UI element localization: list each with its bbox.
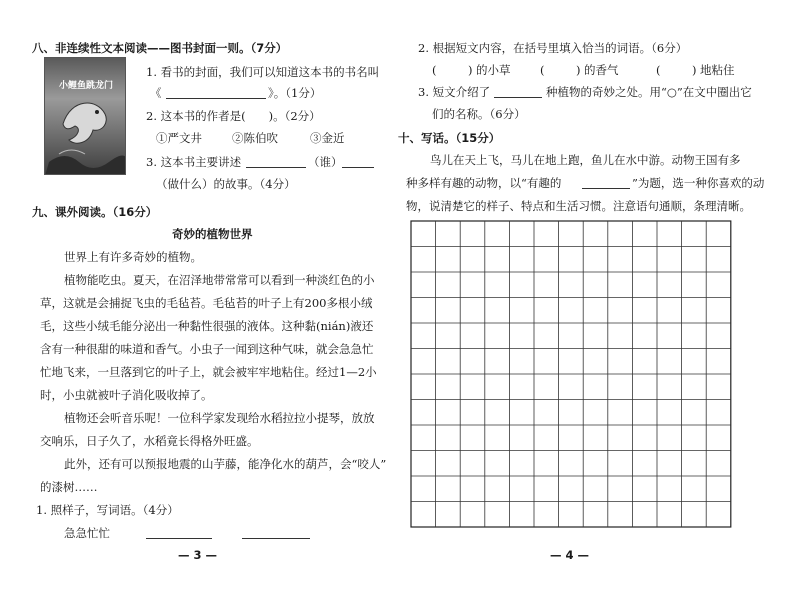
paren-close: )	[468, 63, 473, 77]
writing-prompt-line-2a: 种多样有趣的动物，以“有趣的	[406, 176, 562, 190]
writing-prompt-line-3: 物，说清楚它的样子、特点和生活习惯。注意语句通顺，条理清晰。	[406, 199, 751, 213]
page-number-left: — 3 —	[178, 548, 218, 562]
book-title-close-bracket: 》。（1分）	[268, 86, 322, 100]
page-number-right: — 4 —	[550, 548, 590, 562]
paren-open: (	[540, 63, 545, 77]
book-cover-title: 小鲤鱼跳龙门	[58, 81, 113, 91]
article-p2-line: 忙地飞来，一旦落到它的叶子上，就会被牢牢地粘住。经过1—2小	[40, 365, 377, 379]
article-title: 奇妙的植物世界	[172, 227, 253, 241]
book-title-open-bracket: 《	[150, 86, 162, 100]
question-9-1: 1. 照样子，写词语。（4分）	[36, 503, 179, 517]
who-answer-blank[interactable]	[246, 167, 306, 168]
what-answer-blank[interactable]	[342, 167, 374, 168]
plant-count-blank[interactable]	[494, 97, 542, 98]
article-p2-line: 时，小虫就被叶子消化吸收掉了。	[40, 388, 213, 402]
option-3[interactable]: ③金近	[310, 131, 345, 145]
fill-item-3: 地粘住	[700, 63, 735, 77]
writing-grid[interactable]	[410, 220, 734, 532]
article-p2-line: 草，这就是会捕捉飞虫的毛毡苔。毛毡苔的叶子上有200多根小绒	[40, 296, 373, 310]
article-p3-line: 植物还会听音乐呢！一位科学家发现给水稻拉拉小提琴，放放	[64, 411, 375, 425]
example-word: 急急忙忙	[64, 526, 110, 540]
article-p4-line: 的漆树……	[40, 480, 98, 494]
section-10-title: 十、写话。（15分）	[398, 131, 501, 145]
writing-prompt-line-1: 鸟儿在天上飞，马儿在地上跑，鱼儿在水中游。动物王国有多	[430, 153, 741, 167]
fill-item-2: 的香气	[584, 63, 619, 77]
paren-close: )	[576, 63, 581, 77]
word-answer-blank-1[interactable]	[146, 538, 212, 539]
question-9-3-cont: 种植物的奇妙之处。用“○”在文中圈出它	[546, 85, 752, 99]
question-9-2: 2. 根据短文内容，在括号里填入恰当的词语。（6分）	[418, 41, 688, 55]
writing-title-blank[interactable]	[582, 188, 630, 189]
paren-open: (	[432, 63, 437, 77]
article-paragraph-1: 世界上有许多奇妙的植物。	[64, 250, 202, 264]
writing-prompt-line-2b: ”为题，选一种你喜欢的动	[632, 176, 765, 190]
book-cover-image	[44, 57, 126, 175]
article-p4-line: 此外，还有可以预报地震的山芋藤，能净化水的葫芦，会“咬人”	[64, 457, 387, 471]
article-p2-line: 植物能吃虫。夏天，在沼泽地带常常可以看到一种淡红色的小	[64, 273, 375, 287]
section-9-title: 九、课外阅读。（16分）	[32, 205, 158, 219]
question-9-3: 3. 短文介绍了	[418, 85, 491, 99]
article-p2-line: 毛，这些小绒毛能分泌出一种黏性很强的液体。这种黏(nián)液还	[40, 319, 374, 333]
fish-illustration	[45, 58, 126, 175]
word-answer-blank-2[interactable]	[242, 538, 310, 539]
who-hint: （谁）	[308, 155, 343, 169]
question-8-3: 3. 这本书主要讲述	[146, 155, 242, 169]
option-2[interactable]: ②陈伯吹	[232, 131, 278, 145]
question-8-2: 2. 这本书的作者是( )。（2分）	[146, 109, 321, 123]
question-9-3-line2: 们的名称。（6分）	[432, 107, 526, 121]
question-8-3-tail: （做什么）的故事。（4分）	[156, 177, 296, 191]
section-8-title: 八、非连续性文本阅读——图书封面一则。（7分）	[32, 41, 288, 55]
article-p2-line: 含有一种很甜的味道和香气。小虫子一闻到这种气味，就会急急忙	[40, 342, 374, 356]
option-1[interactable]: ①严文井	[156, 131, 202, 145]
book-title-answer-blank[interactable]	[166, 98, 266, 99]
question-8-1: 1. 看书的封面，我们可以知道这本书的书名叫	[146, 65, 380, 79]
fill-item-1: 的小草	[476, 63, 511, 77]
paren-open: (	[656, 63, 661, 77]
paren-close: )	[692, 63, 697, 77]
article-p3-line: 交响乐，日子久了，水稻竟长得格外旺盛。	[40, 434, 259, 448]
